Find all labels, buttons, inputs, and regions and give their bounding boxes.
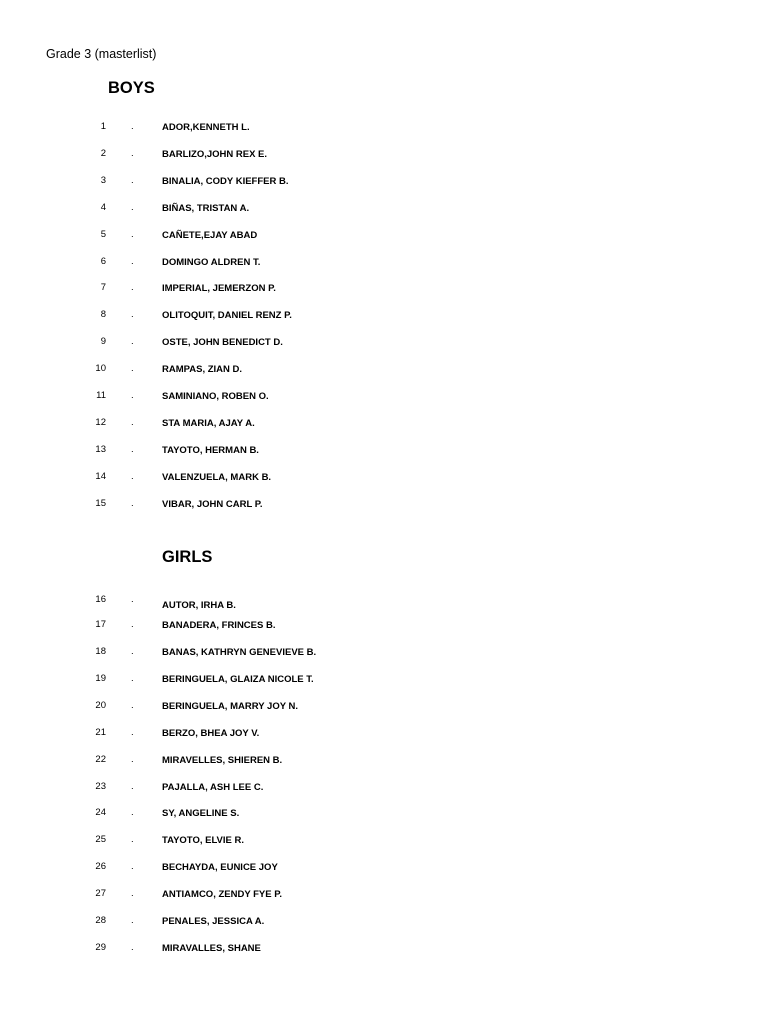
list-item-number: 14 <box>95 470 106 482</box>
list-item <box>0 175 768 191</box>
list-item-number: 21 <box>95 726 106 738</box>
list-item-separator: . <box>131 861 134 873</box>
list-item-number: 8 <box>100 309 106 321</box>
list-item-name: TAYOTO, HERMAN B. <box>162 444 259 456</box>
list-item-separator: . <box>131 497 134 509</box>
list-item-separator: . <box>131 336 134 348</box>
list-item <box>0 417 768 433</box>
list-item <box>0 202 768 218</box>
list-item-number: 4 <box>100 201 106 213</box>
list-item-name: VIBAR, JOHN CARL P. <box>162 498 263 510</box>
list-item-number: 1 <box>100 121 106 132</box>
list-item <box>0 594 768 610</box>
list-item-number: 20 <box>95 699 106 711</box>
list-item-number: 12 <box>95 416 106 428</box>
list-item <box>0 807 768 823</box>
list-item-separator: . <box>131 147 134 159</box>
list-item <box>0 229 768 245</box>
list-item-separator: . <box>131 753 134 765</box>
list-item <box>0 781 768 797</box>
list-item-separator: . <box>131 309 134 321</box>
list-item-number: 24 <box>95 807 106 819</box>
list-item-name: BERINGUELA, GLAIZA NICOLE T. <box>162 673 314 685</box>
list-item-number: 19 <box>95 672 106 684</box>
list-item-number: 27 <box>95 888 106 900</box>
list-item-number: 2 <box>100 147 106 159</box>
list-item-number: 11 <box>96 390 106 401</box>
list-item-name: VALENZUELA, MARK B. <box>162 471 272 483</box>
list-item <box>0 256 768 272</box>
list-item <box>0 915 768 931</box>
list-item-name: BARLIZO,JOHN REX E. <box>162 148 268 160</box>
list-item-number: 10 <box>95 363 106 375</box>
list-item-name: PAJALLA, ASH LEE C. <box>162 781 264 793</box>
list-item-name: OSTE, JOHN BENEDICT D. <box>162 337 283 349</box>
list-item <box>0 888 768 904</box>
list-item-name: DOMINGO ALDREN T. <box>162 256 261 268</box>
list-item-separator: . <box>131 174 134 186</box>
list-item-number: 9 <box>100 336 106 348</box>
list-item-name: BANADERA, FRINCES B. <box>162 620 276 631</box>
list-item-name: ANTIAMCO, ZENDY FYE P. <box>162 889 282 901</box>
list-item <box>0 700 768 716</box>
list-item-number: 6 <box>100 255 106 267</box>
list-item <box>0 646 768 662</box>
list-item-number: 28 <box>95 915 106 926</box>
list-item <box>0 619 768 635</box>
boys-heading: BOYS <box>108 79 155 97</box>
list-item-name: SY, ANGELINE S. <box>162 808 240 820</box>
list-item <box>0 282 768 298</box>
list-item-separator: . <box>131 228 134 240</box>
list-item-number: 13 <box>95 443 106 455</box>
list-item-name: CAÑETE,EJAY ABAD <box>162 229 258 241</box>
list-item-name: BECHAYDA, EUNICE JOY <box>162 862 278 874</box>
list-item-number: 25 <box>95 834 106 846</box>
list-item-separator: . <box>131 201 134 213</box>
list-item-name: BANAS, KATHRYN GENEVIEVE B. <box>162 647 317 658</box>
list-item-name: BERINGUELA, MARRY JOY N. <box>162 700 299 712</box>
list-item-name: BINALIA, CODY KIEFFER B. <box>162 175 289 187</box>
list-item-number: 29 <box>95 941 106 953</box>
list-item-separator: . <box>131 941 134 953</box>
list-item-separator: . <box>131 390 134 401</box>
page-title: Grade 3 (masterlist) <box>46 47 157 61</box>
list-item <box>0 444 768 460</box>
girls-heading: GIRLS <box>162 548 213 566</box>
list-item <box>0 121 768 137</box>
list-item-name: STA MARIA, AJAY A. <box>162 417 255 429</box>
list-item-separator: . <box>131 443 134 455</box>
list-item <box>0 471 768 487</box>
list-item-name: BERZO, BHEA JOY V. <box>162 727 260 739</box>
list-item <box>0 390 768 406</box>
list-item-name: AUTOR, IRHA B. <box>162 600 236 611</box>
list-item <box>0 834 768 850</box>
list-item-number: 26 <box>95 861 106 873</box>
list-item-separator: . <box>131 672 134 684</box>
list-item-separator: . <box>131 470 134 482</box>
list-item-name: OLITOQUIT, DANIEL RENZ P. <box>162 310 292 322</box>
list-item-number: 7 <box>100 282 106 294</box>
list-item-number: 3 <box>100 174 106 186</box>
list-item-separator: . <box>131 255 134 267</box>
list-item <box>0 363 768 379</box>
list-item <box>0 673 768 689</box>
list-item-separator: . <box>131 646 134 657</box>
list-item-name: PENALES, JESSICA A. <box>162 916 265 927</box>
list-item-separator: . <box>131 121 134 132</box>
list-item-number: 15 <box>95 497 106 509</box>
list-item-number: 5 <box>100 228 106 240</box>
list-item-separator: . <box>131 726 134 738</box>
list-item-name: ADOR,KENNETH L. <box>162 122 250 133</box>
list-item-separator: . <box>131 780 134 792</box>
list-item-number: 17 <box>95 619 106 630</box>
list-item-separator: . <box>131 363 134 375</box>
list-item <box>0 336 768 352</box>
list-item-separator: . <box>131 915 134 926</box>
list-item <box>0 754 768 770</box>
list-item-name: TAYOTO, ELVIE R. <box>162 835 244 847</box>
list-item-name: MIRAVELLES, SHIEREN B. <box>162 754 283 766</box>
list-item <box>0 148 768 164</box>
list-item-number: 16 <box>95 594 106 605</box>
list-item-separator: . <box>131 282 134 294</box>
list-item-separator: . <box>131 594 134 605</box>
list-item <box>0 727 768 743</box>
list-item-name: IMPERIAL, JEMERZON P. <box>162 283 276 295</box>
list-item-separator: . <box>131 888 134 900</box>
list-item-separator: . <box>131 834 134 846</box>
list-item-separator: . <box>131 807 134 819</box>
list-item-number: 22 <box>95 753 106 765</box>
list-item <box>0 942 768 958</box>
list-item-separator: . <box>131 699 134 711</box>
list-item-number: 18 <box>95 646 106 657</box>
list-item-separator: . <box>131 619 134 630</box>
list-item-separator: . <box>131 416 134 428</box>
list-item <box>0 498 768 514</box>
list-item <box>0 861 768 877</box>
list-item-name: SAMINIANO, ROBEN O. <box>162 391 269 402</box>
list-item-name: MIRAVALLES, SHANE <box>162 942 261 954</box>
list-item-name: BIÑAS, TRISTAN A. <box>162 202 250 214</box>
list-item <box>0 309 768 325</box>
list-item-name: RAMPAS, ZIAN D. <box>162 364 243 376</box>
list-item-number: 23 <box>95 780 106 792</box>
